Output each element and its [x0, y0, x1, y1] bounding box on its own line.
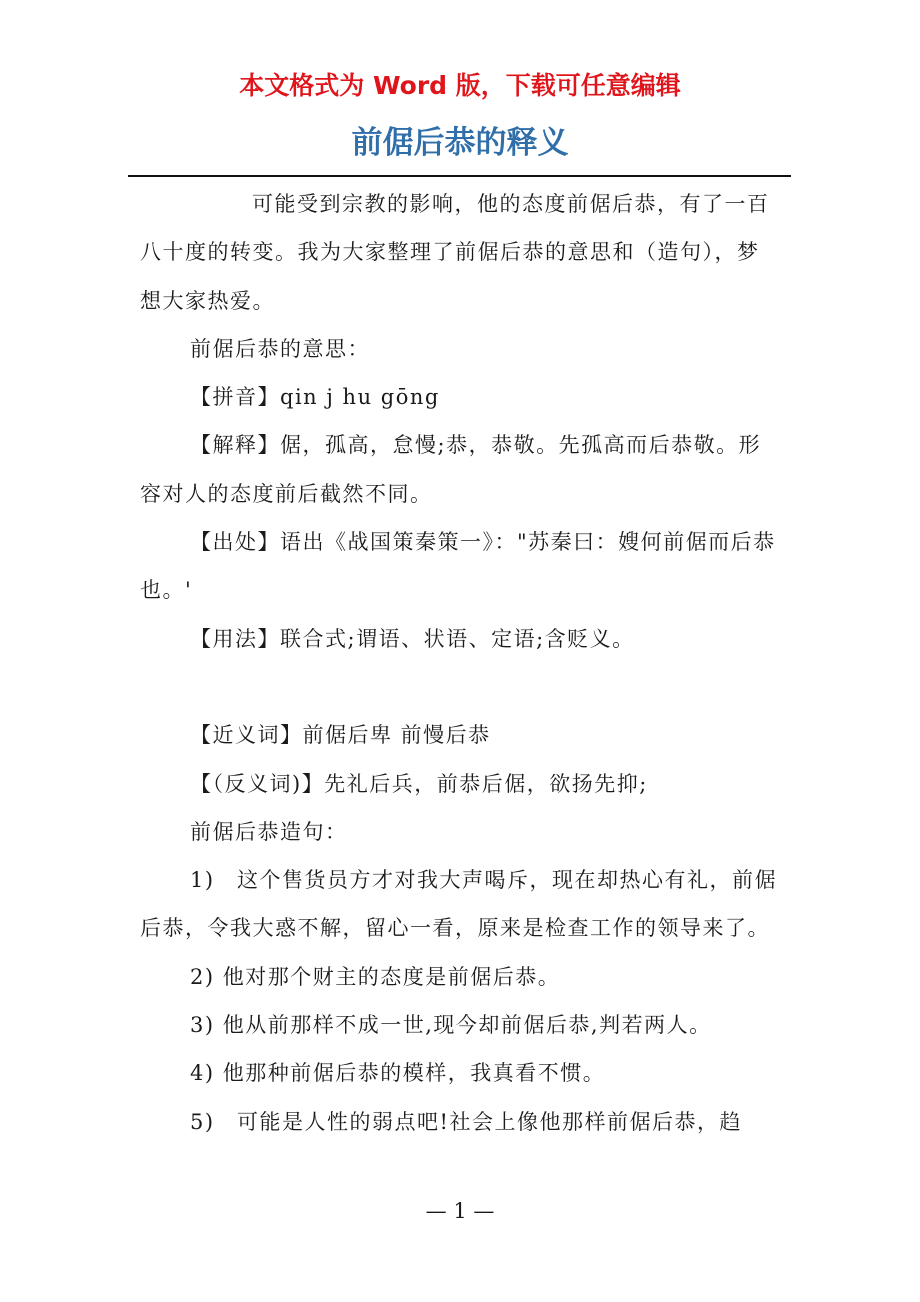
pinyin-entry: 【拼音】qin j hu gōng [190, 385, 440, 410]
example-sentence-3: 3) 他从前那样不成一世,现今却前倨后恭,判若两人。 [190, 1013, 712, 1038]
antonyms-entry: 【（反义词)】先礼后兵，前恭后倨，欲扬先抑; [190, 771, 648, 796]
format-notice-banner: 本文格式为 Word 版，下载可任意编辑 [239, 71, 681, 100]
usage-entry: 【用法】联合式;谓语、状语、定语;含贬义。 [190, 626, 635, 651]
example-sentence-5: 5) 可能是人性的弱点吧!社会上像他那样前倨后恭，趋 [190, 1109, 742, 1134]
title-divider [128, 175, 791, 177]
example-sentence-4: 4) 他那种前倨后恭的模样，我真看不惯。 [190, 1061, 606, 1086]
intro-paragraph: 可能受到宗教的影响，他的态度前倨后恭，有了一百八十度的转变。我为大家整理了前倨后恭的意思和（造句），梦想大家热爱。 [140, 192, 770, 313]
source-entry: 【出处】语出《战国策秦策一》："苏秦曰：嫂何前倨而后恭也。' [140, 530, 776, 603]
synonyms-entry: 【近义词】前倨后卑 前慢后恭 [190, 723, 491, 748]
document-body [140, 180, 780, 1146]
page-number: — 1 — [425, 1199, 495, 1223]
examples-heading: 前倨后恭造句： [190, 819, 348, 844]
blank-line [140, 663, 780, 711]
document-title: 前倨后恭的释义 [351, 125, 569, 161]
meaning-heading: 前倨后恭的意思： [190, 336, 370, 361]
explanation-entry: 【解释】倨，孤高，怠慢;恭，恭敬。先孤高而后恭敬。形容对人的态度前后截然不同。 [140, 433, 762, 506]
example-sentence-2: 2) 他对那个财主的态度是前倨后恭。 [190, 964, 561, 989]
example-sentence-1: 1) 这个售货员方才对我大声喝斥，现在却热心有礼，前倨后恭，令我大惑不解，留心一看，原来是检查工作的领导来了。 [140, 868, 778, 941]
